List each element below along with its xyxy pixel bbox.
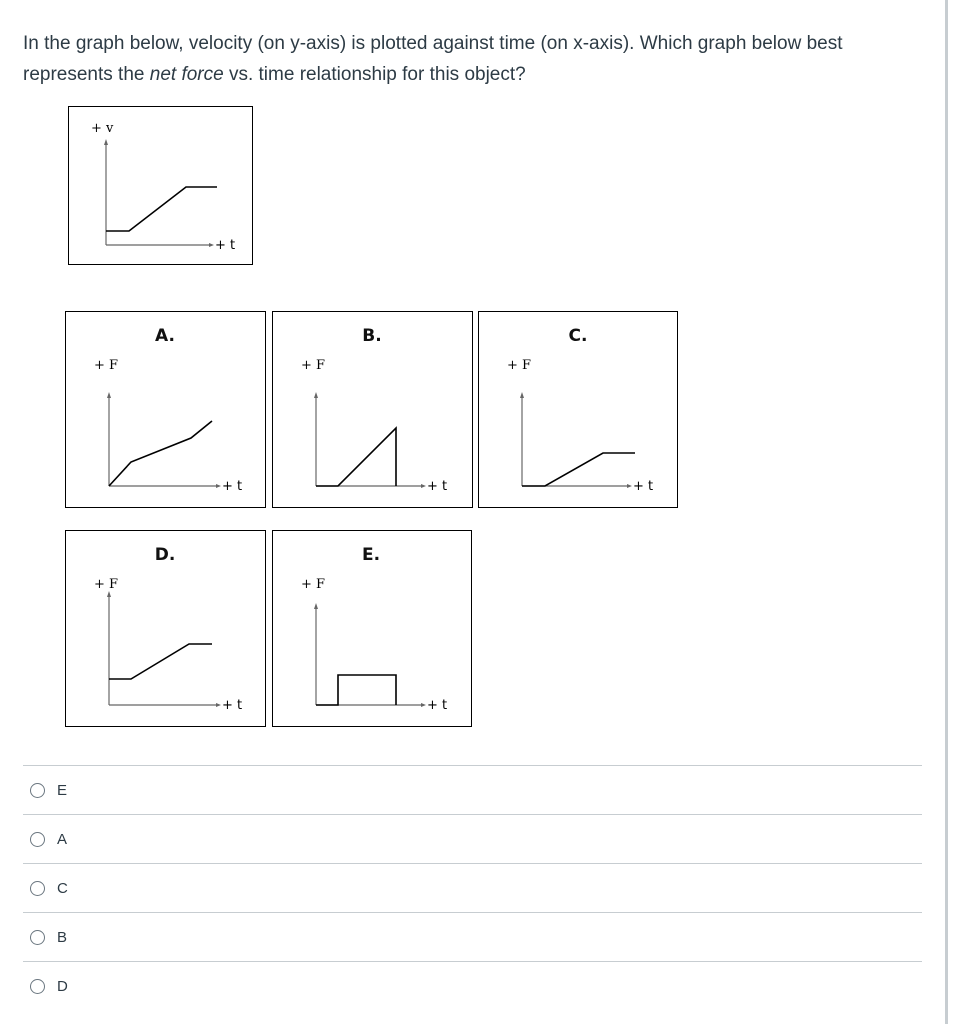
- radio-button-c[interactable]: [30, 881, 45, 896]
- answer-label-c: C: [57, 879, 68, 897]
- answer-option-b[interactable]: [23, 912, 922, 961]
- graph-a-x-label: + t: [222, 479, 243, 494]
- radio-button-a[interactable]: [30, 832, 45, 847]
- question-text-before: In the graph below, velocity (on y-axis) is plotted against time (on x-axis). Which graph below best represents the: [23, 33, 843, 85]
- graph-c-letter: C.: [568, 326, 588, 346]
- graph-d-y-label: + F: [94, 577, 119, 592]
- radio-button-b[interactable]: [30, 930, 45, 945]
- answer-option-e[interactable]: [23, 765, 922, 814]
- question-text: [23, 28, 923, 90]
- answer-option-c[interactable]: [23, 863, 922, 912]
- graph-e-letter: E.: [361, 545, 381, 565]
- answer-list: [23, 765, 922, 1010]
- graph-c-x-label: + t: [633, 479, 654, 494]
- radio-button-d[interactable]: [30, 979, 45, 994]
- page-right-border: [945, 0, 948, 1024]
- answer-option-d[interactable]: [23, 961, 922, 1010]
- question-emphasis: net force: [149, 64, 224, 85]
- graph-c: [478, 311, 678, 508]
- graph-c-y-label: + F: [507, 358, 532, 373]
- graph-b-x-label: + t: [427, 479, 448, 494]
- graph-e-y-label: + F: [301, 577, 326, 592]
- graph-d: [65, 530, 266, 727]
- radio-button-e[interactable]: [30, 783, 45, 798]
- answer-label-b: B: [57, 928, 68, 946]
- answer-label-a: A: [57, 830, 68, 848]
- answer-label-e: E: [57, 781, 68, 799]
- graph-d-letter: D.: [154, 545, 176, 565]
- answer-option-a[interactable]: [23, 814, 922, 863]
- velocity-x-label: + t: [215, 238, 236, 253]
- graph-a: [65, 311, 266, 508]
- answer-label-d: D: [57, 977, 68, 995]
- graph-e: [272, 530, 472, 727]
- graph-b: [272, 311, 473, 508]
- question-text-after: vs. time relationship for this object?: [223, 64, 526, 85]
- velocity-y-label: + v: [91, 121, 114, 136]
- graph-b-letter: B.: [362, 326, 382, 346]
- graph-d-x-label: + t: [222, 698, 243, 713]
- velocity-graph: [68, 106, 253, 265]
- graph-a-y-label: + F: [94, 358, 119, 373]
- graph-e-x-label: + t: [427, 698, 448, 713]
- graph-b-y-label: + F: [301, 358, 326, 373]
- graph-a-letter: A.: [155, 326, 175, 346]
